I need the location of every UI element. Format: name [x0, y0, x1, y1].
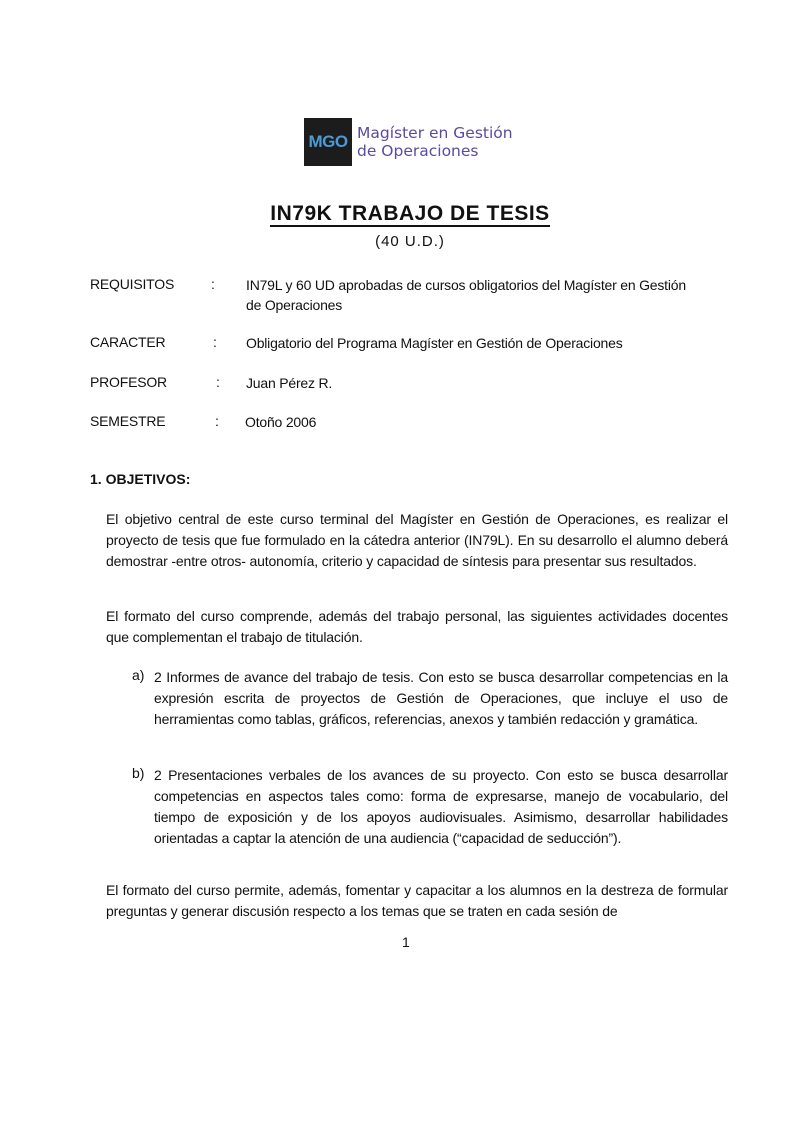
field-label-semestre: SEMESTRE: [90, 413, 166, 429]
field-value-semestre: Otoño 2006: [245, 414, 317, 430]
field-colon: :: [216, 374, 220, 390]
logo-mark: MGO: [304, 118, 352, 166]
field-colon: :: [211, 276, 215, 292]
paragraph-objective: El objetivo central de este curso terminal del Magíster en Gestión de Operaciones, es realizar el proyecto de tesis que fue formulado en la cátedra anterior (IN79L). En su desarrollo el alumno deberá demostrar -entre otros- autonomía, criterio y capacidad de síntesis para presentar sus resultados.: [106, 511, 728, 569]
page-number: 1: [402, 934, 410, 950]
field-value-requisitos: [246, 276, 686, 315]
paragraph-discussion: El formato del curso permite, además, fomentar y capacitar a los alumnos en la destreza de formular preguntas y generar discusión respecto a los temas que se traten en cada sesión de: [106, 882, 728, 919]
logo-line-2: de Operaciones: [357, 142, 479, 160]
field-value-profesor: Juan Pérez R.: [246, 375, 333, 391]
list-item-letter: a): [132, 667, 145, 683]
section-heading-objetivos: 1. OBJETIVOS:: [90, 471, 191, 487]
paragraph-format: El formato del curso comprende, además del trabajo personal, las siguientes actividades docentes que complementan el trabajo de titulación.: [106, 608, 728, 645]
program-logo: [304, 118, 518, 166]
field-label-caracter: CARACTER: [90, 334, 166, 350]
field-colon: :: [213, 334, 217, 350]
list-item-reports: 2 Informes de avance del trabajo de tesis. Con esto se busca desarrollar competencias en la expresión escrita de proyectos de Gestión de Operaciones, que incluye el uso de herramientas como tablas, gráficos, referencias, anexos y también redacción y gramática.: [154, 669, 728, 727]
logo-text: [357, 124, 513, 160]
document-title-text: IN79K TRABAJO DE TESIS: [270, 202, 550, 225]
list-item-letter: b): [132, 765, 145, 781]
list-item-presentations: 2 Presentaciones verbales de los avances de su proyecto. Con esto se busca desarrollar competencias en aspectos tales como: forma de expresarse, manejo de vocabulario, del tiempo de exposición y de los apoyos audiovisuales. Asimismo, desarrollar habilidades orientadas a captar la atención de una audiencia (“capacidad de seducción”).: [154, 767, 728, 846]
field-value-line: IN79L y 60 UD aprobadas de cursos obligatorios del Magíster en Gestión: [246, 277, 686, 293]
field-label-requisitos: REQUISITOS: [90, 276, 175, 292]
logo-line-1: Magíster en Gestión: [357, 124, 513, 142]
field-value-caracter: Obligatorio del Programa Magíster en Gestión de Operaciones: [246, 335, 623, 351]
field-label-profesor: PROFESOR: [90, 374, 167, 390]
field-colon: :: [215, 413, 219, 429]
document-subtitle: (40 U.D.): [375, 233, 445, 250]
field-value-line: de Operaciones: [246, 296, 343, 313]
document-title: [0, 202, 800, 226]
